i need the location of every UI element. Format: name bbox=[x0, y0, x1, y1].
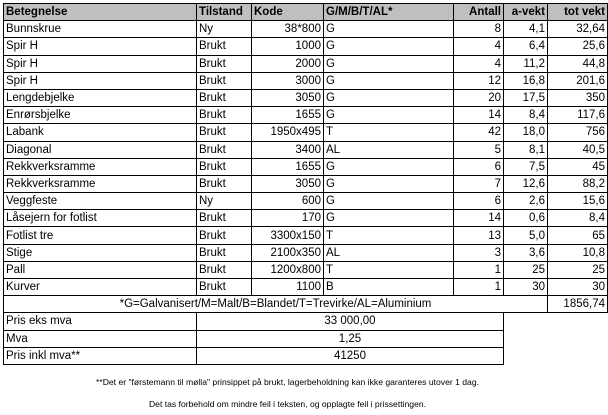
cell-type: G bbox=[324, 72, 454, 89]
cell-antall: 4 bbox=[454, 55, 504, 72]
cell-type: AL bbox=[324, 141, 454, 158]
cell-type: G bbox=[324, 210, 454, 227]
cell-a-vekt: 2,6 bbox=[504, 193, 548, 210]
cell-a-vekt: 17,5 bbox=[504, 89, 548, 106]
cell-kode: 3050 bbox=[252, 175, 324, 192]
cell-tilstand: Brukt bbox=[197, 107, 252, 124]
cell-a-vekt: 0,6 bbox=[504, 210, 548, 227]
cell-a-vekt: 8,4 bbox=[504, 107, 548, 124]
table-row bbox=[4, 89, 608, 106]
header-tot-vekt: tot vekt bbox=[548, 4, 608, 21]
cell-antall: 14 bbox=[454, 107, 504, 124]
header-betegnelse: Betegnelse bbox=[4, 4, 197, 21]
header-kode: Kode bbox=[252, 4, 324, 21]
cell-antall: 7 bbox=[454, 175, 504, 192]
cell-type: B bbox=[324, 279, 454, 296]
cell-a-vekt: 6,4 bbox=[504, 38, 548, 55]
cell-kode: 1000 bbox=[252, 38, 324, 55]
cell-kode: 1655 bbox=[252, 158, 324, 175]
cell-a-vekt: 5,0 bbox=[504, 227, 548, 244]
table-row bbox=[4, 38, 608, 55]
cell-tilstand: Brukt bbox=[197, 55, 252, 72]
cell-type: G bbox=[324, 55, 454, 72]
cell-antall: 1 bbox=[454, 261, 504, 278]
table-row bbox=[4, 107, 608, 124]
cell-antall: 6 bbox=[454, 193, 504, 210]
cell-tot-vekt: 350 bbox=[548, 89, 608, 106]
cell-antall: 3 bbox=[454, 244, 504, 261]
cell-kode: 2000 bbox=[252, 55, 324, 72]
header-antall: Antall bbox=[454, 4, 504, 21]
cell-tot-vekt: 25 bbox=[548, 261, 608, 278]
price-inc-value: 41250 bbox=[197, 347, 504, 364]
cell-type: G bbox=[324, 21, 454, 38]
cell-betegnelse: Diagonal bbox=[4, 141, 197, 158]
cell-tilstand: Brukt bbox=[197, 158, 252, 175]
cell-tot-vekt: 44,8 bbox=[548, 55, 608, 72]
cell-tilstand: Brukt bbox=[197, 38, 252, 55]
cell-tot-vekt: 8,4 bbox=[548, 210, 608, 227]
cell-tot-vekt: 45 bbox=[548, 158, 608, 175]
cell-tilstand: Brukt bbox=[197, 89, 252, 106]
cell-tilstand: Ny bbox=[197, 21, 252, 38]
cell-tilstand: Brukt bbox=[197, 175, 252, 192]
cell-kode: 1655 bbox=[252, 107, 324, 124]
cell-betegnelse: Lengdebjelke bbox=[4, 89, 197, 106]
price-inc-row bbox=[4, 347, 608, 364]
cell-antall: 14 bbox=[454, 210, 504, 227]
cell-antall: 20 bbox=[454, 89, 504, 106]
cell-tot-vekt: 10,8 bbox=[548, 244, 608, 261]
price-ex-row bbox=[4, 313, 608, 330]
cell-betegnelse: Veggfeste bbox=[4, 193, 197, 210]
cell-antall: 13 bbox=[454, 227, 504, 244]
cell-antall: 6 bbox=[454, 158, 504, 175]
cell-type: T bbox=[324, 124, 454, 141]
cell-tilstand: Brukt bbox=[197, 141, 252, 158]
equipment-table bbox=[3, 3, 608, 365]
table-header-row bbox=[4, 4, 608, 21]
cell-kode: 3400 bbox=[252, 141, 324, 158]
table-row bbox=[4, 227, 608, 244]
cell-tot-vekt: 88,2 bbox=[548, 175, 608, 192]
price-inc-label: Pris inkl mva** bbox=[4, 347, 197, 364]
cell-antall: 5 bbox=[454, 141, 504, 158]
cell-betegnelse: Labank bbox=[4, 124, 197, 141]
header-type-code: G/M/B/T/AL* bbox=[324, 4, 454, 21]
table-row bbox=[4, 72, 608, 89]
cell-kode: 38*800 bbox=[252, 21, 324, 38]
cell-a-vekt: 25 bbox=[504, 261, 548, 278]
cell-tilstand: Brukt bbox=[197, 227, 252, 244]
cell-kode: 1100 bbox=[252, 279, 324, 296]
cell-betegnelse: Rekkverksramme bbox=[4, 158, 197, 175]
cell-tot-vekt: 40,5 bbox=[548, 141, 608, 158]
cell-antall: 42 bbox=[454, 124, 504, 141]
cell-kode: 3000 bbox=[252, 72, 324, 89]
cell-tot-vekt: 201,6 bbox=[548, 72, 608, 89]
cell-tilstand: Brukt bbox=[197, 261, 252, 278]
header-tilstand: Tilstand bbox=[197, 4, 252, 21]
cell-betegnelse: Fotlist tre bbox=[4, 227, 197, 244]
cell-tot-vekt: 15,6 bbox=[548, 193, 608, 210]
cell-a-vekt: 30 bbox=[504, 279, 548, 296]
mva-label: Mva bbox=[4, 330, 197, 347]
cell-kode: 3050 bbox=[252, 89, 324, 106]
cell-antall: 8 bbox=[454, 21, 504, 38]
price-ex-value: 33 000,00 bbox=[197, 313, 504, 330]
cell-tot-vekt: 117,6 bbox=[548, 107, 608, 124]
cell-type: G bbox=[324, 89, 454, 106]
cell-type: G bbox=[324, 175, 454, 192]
table-row bbox=[4, 279, 608, 296]
cell-betegnelse: Spir H bbox=[4, 55, 197, 72]
cell-type: G bbox=[324, 38, 454, 55]
cell-tot-vekt: 25,6 bbox=[548, 38, 608, 55]
cell-antall: 4 bbox=[454, 38, 504, 55]
table-row bbox=[4, 124, 608, 141]
cell-type: G bbox=[324, 107, 454, 124]
cell-tot-vekt: 32,64 bbox=[548, 21, 608, 38]
cell-tot-vekt: 30 bbox=[548, 279, 608, 296]
table-row bbox=[4, 21, 608, 38]
cell-tilstand: Brukt bbox=[197, 210, 252, 227]
cell-tilstand: Brukt bbox=[197, 124, 252, 141]
cell-tot-vekt: 65 bbox=[548, 227, 608, 244]
cell-a-vekt: 11,2 bbox=[504, 55, 548, 72]
mva-value: 1,25 bbox=[197, 330, 504, 347]
header-a-vekt: a-vekt bbox=[504, 4, 548, 21]
table-row bbox=[4, 55, 608, 72]
cell-betegnelse: Bunnskrue bbox=[4, 21, 197, 38]
cell-type: T bbox=[324, 261, 454, 278]
material-legend: *G=Galvanisert/M=Malt/B=Blandet/T=Trevirke/AL=Aluminium bbox=[4, 296, 548, 313]
cell-type: T bbox=[324, 227, 454, 244]
table-row bbox=[4, 193, 608, 210]
cell-a-vekt: 4,1 bbox=[504, 21, 548, 38]
table-row bbox=[4, 210, 608, 227]
cell-tot-vekt: 756 bbox=[548, 124, 608, 141]
cell-antall: 12 bbox=[454, 72, 504, 89]
mva-row bbox=[4, 330, 608, 347]
cell-tilstand: Brukt bbox=[197, 244, 252, 261]
table-row bbox=[4, 244, 608, 261]
cell-kode: 170 bbox=[252, 210, 324, 227]
cell-a-vekt: 8,1 bbox=[504, 141, 548, 158]
cell-a-vekt: 12,6 bbox=[504, 175, 548, 192]
cell-a-vekt: 7,5 bbox=[504, 158, 548, 175]
table-row bbox=[4, 175, 608, 192]
cell-antall: 1 bbox=[454, 279, 504, 296]
cell-a-vekt: 3,6 bbox=[504, 244, 548, 261]
table-row bbox=[4, 261, 608, 278]
cell-a-vekt: 16,8 bbox=[504, 72, 548, 89]
legend-row bbox=[4, 296, 608, 313]
table-row bbox=[4, 158, 608, 175]
cell-betegnelse: Enrørsbjelke bbox=[4, 107, 197, 124]
cell-betegnelse: Spir H bbox=[4, 38, 197, 55]
cell-kode: 3300x150 bbox=[252, 227, 324, 244]
cell-tilstand: Ny bbox=[197, 193, 252, 210]
cell-kode: 1200x800 bbox=[252, 261, 324, 278]
cell-type: G bbox=[324, 158, 454, 175]
table-row bbox=[4, 141, 608, 158]
cell-betegnelse: Spir H bbox=[4, 72, 197, 89]
cell-betegnelse: Rekkverksramme bbox=[4, 175, 197, 192]
cell-tilstand: Brukt bbox=[197, 72, 252, 89]
cell-kode: 1950x495 bbox=[252, 124, 324, 141]
cell-kode: 2100x350 bbox=[252, 244, 324, 261]
cell-type: AL bbox=[324, 244, 454, 261]
cell-tilstand: Brukt bbox=[197, 279, 252, 296]
total-weight: 1856,74 bbox=[548, 296, 608, 313]
disclaimer-note: Det tas forbehold om mindre feil i teksten, og opplagte feil i prissettingen. bbox=[148, 399, 427, 409]
first-come-note: **Det er "førstemann til mølla" prinsippet på brukt, lagerbeholdning kan ikke garanteres utover 1 dag. bbox=[96, 377, 479, 387]
cell-betegnelse: Stige bbox=[4, 244, 197, 261]
price-ex-label: Pris eks mva bbox=[4, 313, 197, 330]
cell-type: G bbox=[324, 193, 454, 210]
cell-betegnelse: Pall bbox=[4, 261, 197, 278]
cell-betegnelse: Låsejern for fotlist bbox=[4, 210, 197, 227]
cell-betegnelse: Kurver bbox=[4, 279, 197, 296]
cell-kode: 600 bbox=[252, 193, 324, 210]
cell-a-vekt: 18,0 bbox=[504, 124, 548, 141]
